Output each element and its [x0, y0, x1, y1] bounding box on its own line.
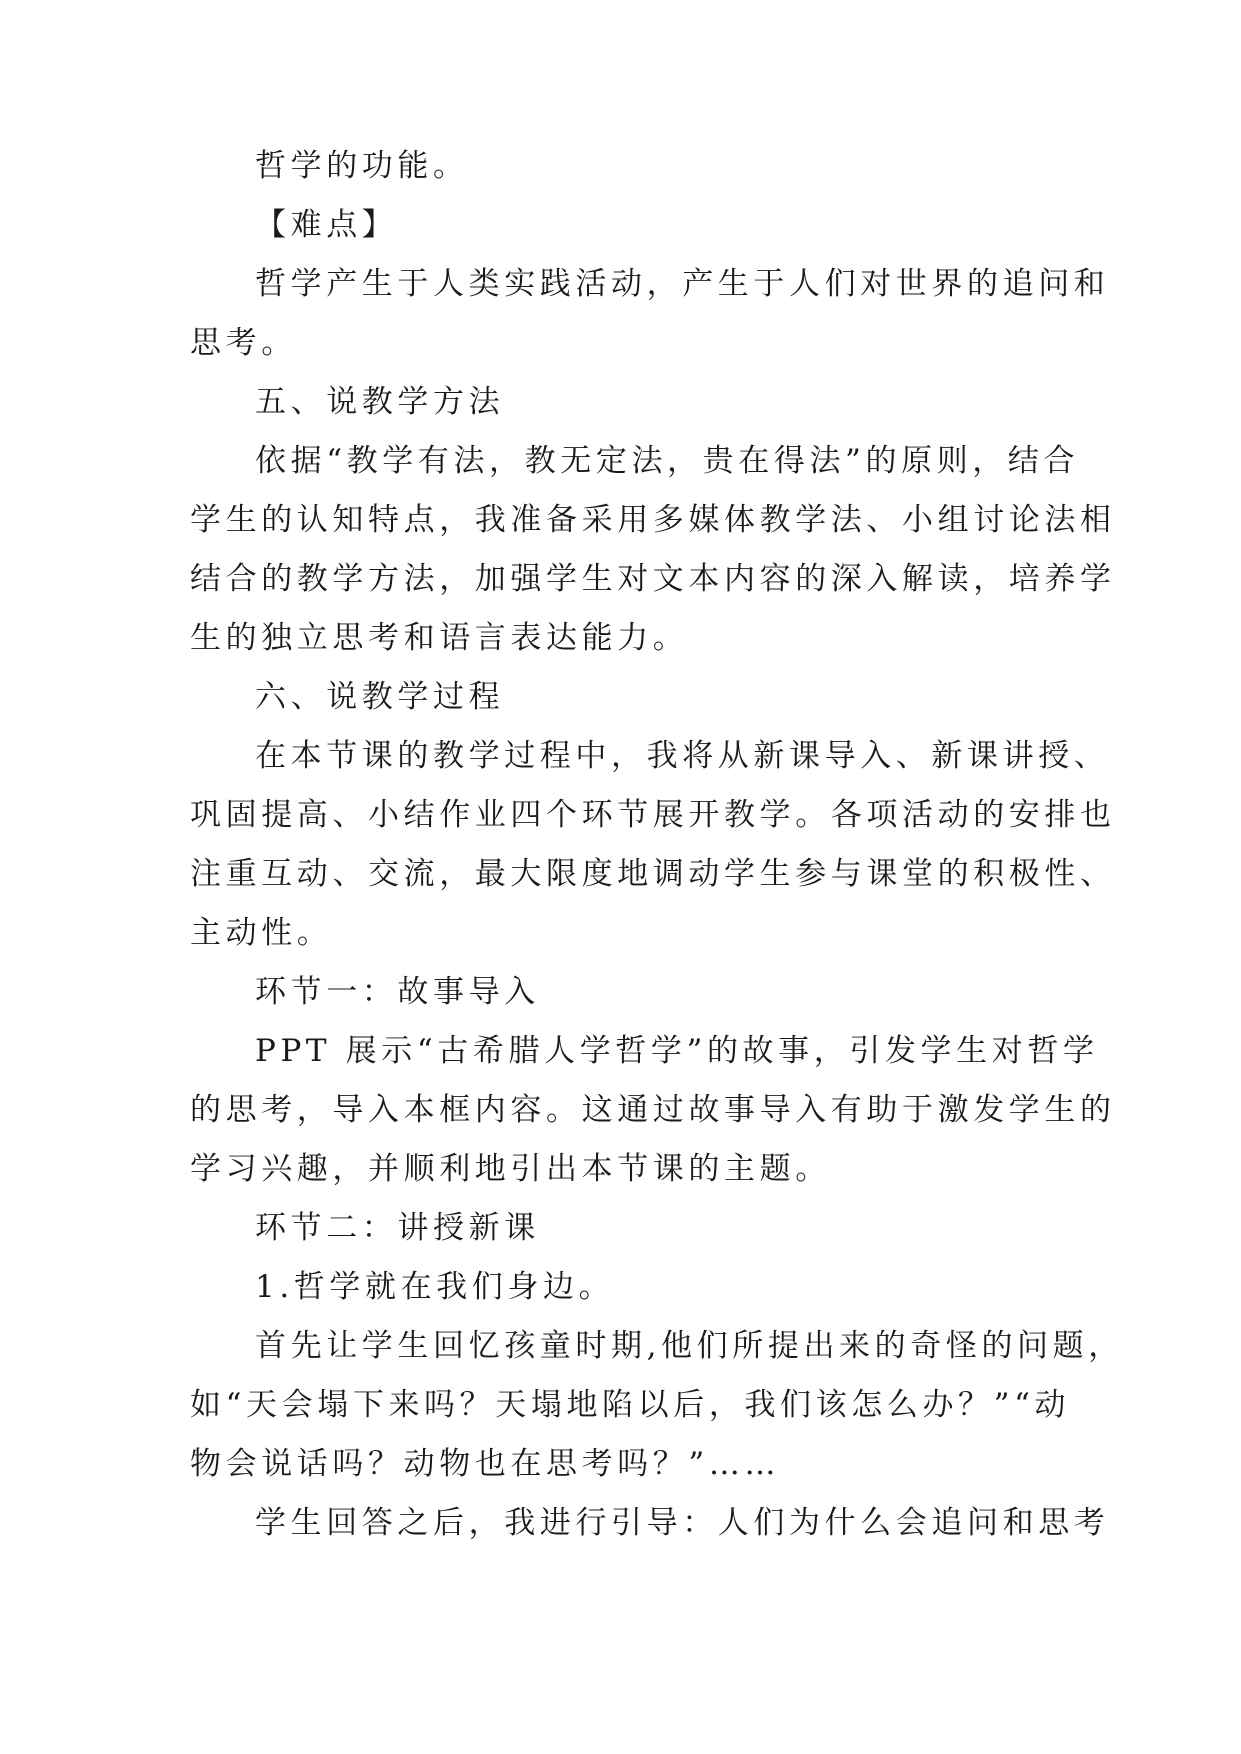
- paragraph-line: 学生的认知特点，我准备采用多媒体教学法、小组讨论法相: [190, 502, 1116, 538]
- paragraph-line: 哲学的功能。: [255, 148, 469, 184]
- paragraph-line: 巩固提高、小结作业四个环节展开教学。各项活动的安排也: [190, 797, 1116, 833]
- paragraph-line: 的思考，导入本框内容。这通过故事导入有助于激发学生的: [190, 1092, 1116, 1128]
- section-heading-difficulty: 【难点】: [255, 207, 398, 243]
- paragraph-line: 依据“教学有法，教无定法，贵在得法”的原则，结合: [255, 443, 1080, 479]
- paragraph-line: 首先让学生回忆孩童时期,他们所提出来的奇怪的问题，: [255, 1328, 1124, 1364]
- paragraph-line: 学习兴趣，并顺利地引出本节课的主题。: [190, 1151, 831, 1187]
- paragraph-line: 思考。: [190, 325, 297, 361]
- paragraph-line: 主动性。: [190, 915, 333, 951]
- paragraph-line: 注重互动、交流，最大限度地调动学生参与课堂的积极性、: [190, 856, 1116, 892]
- paragraph-line: PPT 展示“古希腊人学哲学”的故事，引发学生对哲学: [255, 1033, 1099, 1069]
- paragraph-line: 结合的教学方法，加强学生对文本内容的深入解读，培养学: [190, 561, 1116, 597]
- numbered-item: 1.哲学就在我们身边。: [255, 1269, 615, 1305]
- paragraph-line: 如“天会塌下来吗？天塌地陷以后，我们该怎么办？”“动: [190, 1387, 1071, 1423]
- paragraph-line: 在本节课的教学过程中，我将从新课导入、新课讲授、: [255, 738, 1110, 774]
- paragraph-line: 哲学产生于人类实践活动，产生于人们对世界的追问和: [255, 266, 1110, 302]
- paragraph-line: 物会说话吗？动物也在思考吗？”……: [190, 1446, 781, 1482]
- paragraph-line: 学生回答之后，我进行引导：人们为什么会追问和思考: [255, 1505, 1110, 1541]
- section-heading-step-two: 环节二：讲授新课: [255, 1210, 540, 1246]
- section-heading-teaching-method: 五、说教学方法: [255, 384, 505, 420]
- section-heading-step-one: 环节一：故事导入: [255, 974, 540, 1010]
- section-heading-teaching-process: 六、说教学过程: [255, 679, 505, 715]
- paragraph-line: 生的独立思考和语言表达能力。: [190, 620, 689, 656]
